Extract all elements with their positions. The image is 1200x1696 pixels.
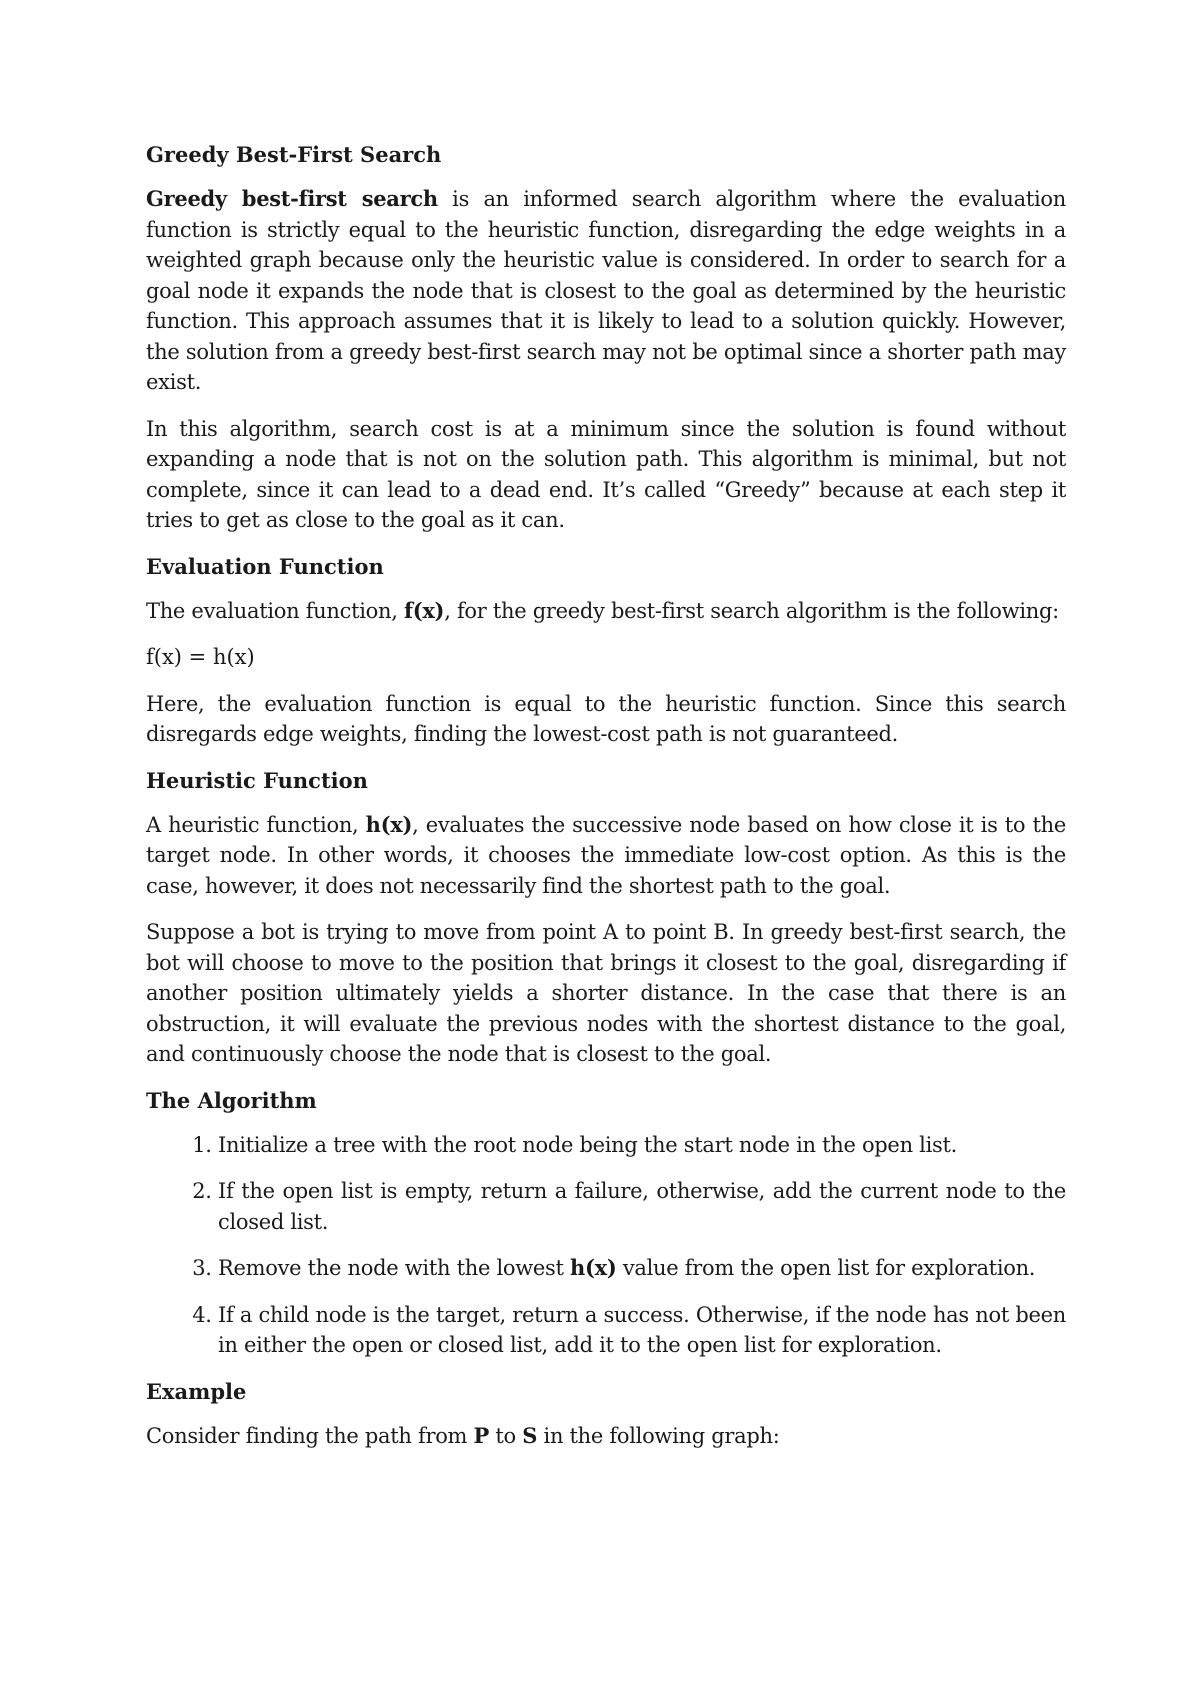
step3-pre: Remove the node with the lowest [218, 1256, 570, 1280]
example-pre: Consider finding the path from [146, 1423, 474, 1448]
algorithm-step-4: 4. If a child node is the target, return a success. Otherwise, if the node has not been in either the open or closed list, add it to the open list for exploration. [218, 1300, 1066, 1361]
algorithm-heading: The Algorithm [146, 1087, 317, 1113]
intro-paragraph [146, 184, 1066, 398]
intro-term: Greedy best-first search [146, 186, 438, 211]
algorithm-steps [146, 1130, 1066, 1361]
example-paragraph [146, 1421, 1066, 1452]
evaluation-function-heading: Evaluation Function [146, 553, 384, 579]
cost-paragraph: In this algorithm, search cost is at a minimum since the solution is found without expanding a node that is not on the solution path. This algorithm is minimal, but not complete, since it can lead to a dead end. It’s called “Greedy” because at each step it tries to get as close to the goal as it can. [146, 416, 1066, 532]
document-page [146, 140, 1066, 1467]
example-heading: Example [146, 1378, 247, 1404]
algorithm-step-3 [218, 1253, 1066, 1284]
example-node-s: S [522, 1422, 538, 1448]
heuristic-p1-post: , evaluates the successive node based on how close it is to the target node. In other words, it chooses the immediate low-cost option. As this is the case, however, it does not necessarily find the shortest path to the goal. [146, 812, 1066, 898]
example-mid: to [489, 1423, 523, 1448]
evaluation-formula: f(x) = h(x) [146, 645, 255, 669]
evaluation-function-line [146, 596, 1066, 627]
eval-line-post: , for the greedy best-first search algorithm is the following: [444, 598, 1059, 623]
eval-line-pre: The evaluation function, [146, 598, 404, 623]
heuristic-paragraph-1 [146, 810, 1066, 902]
example-node-p: P [473, 1422, 490, 1448]
step3-post: value from the open list for exploration. [616, 1256, 1036, 1280]
eval-line-fx: f(x) [403, 597, 445, 623]
example-post: in the following graph: [537, 1423, 780, 1448]
intro-text: is an informed search algorithm where the evaluation function is strictly equal to the heuristic function, disregarding the edge weights in a weighted graph because only the heuristic value is considered. In order to search for a goal node it expands the node that is closest to the goal as determined by the heuristic function. This approach assumes that it is likely to lead to a solution quickly. However, the solution from a greedy best-first search may not be optimal since a shorter path may exist. [146, 187, 1066, 394]
algorithm-step-2: 2. If the open list is empty, return a failure, otherwise, add the current node to the closed list. [218, 1176, 1066, 1237]
heuristic-function-heading: Heuristic Function [146, 767, 368, 793]
evaluation-explanation: Here, the evaluation function is equal to the heuristic function. Since this search disregards edge weights, finding the lowest-cost path is not guaranteed. [146, 691, 1066, 746]
step3-hx: h(x) [570, 1255, 617, 1280]
algorithm-step-1: 1. Initialize a tree with the root node being the start node in the open list. [218, 1130, 1066, 1161]
heuristic-paragraph-2: Suppose a bot is trying to move from point A to point B. In greedy best-first search, the bot will choose to move to the position that brings it closest to the goal, disregarding if another position ultimately yields a shorter distance. In the case that there is an obstruction, it will evaluate the previous nodes with the shortest distance to the goal, and continuously choose the node that is closest to the goal. [146, 920, 1066, 1066]
document-title: Greedy Best-First Search [146, 142, 442, 167]
heuristic-p1-pre: A heuristic function, [146, 812, 366, 837]
heuristic-p1-hx: h(x) [365, 811, 413, 837]
